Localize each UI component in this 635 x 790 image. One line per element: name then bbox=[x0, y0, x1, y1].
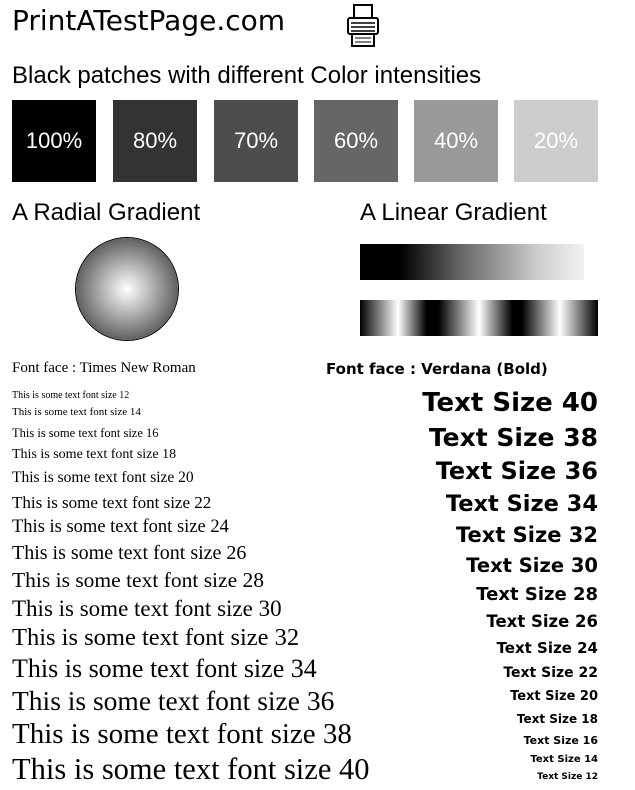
radial-gradient-heading: A Radial Gradient bbox=[12, 199, 201, 226]
linear-gradient-heading: A Linear Gradient bbox=[360, 199, 547, 226]
radial-gradient-sphere bbox=[76, 238, 178, 340]
times-sample-line: This is some text font size 24 bbox=[12, 517, 229, 537]
linear-gradient-stripes bbox=[360, 300, 598, 336]
verdana-sample-line: Text Size 40 bbox=[422, 388, 598, 418]
site-title: PrintATestPage.com bbox=[12, 4, 286, 37]
times-sample-line: This is some text font size 34 bbox=[12, 654, 317, 683]
times-sample-line: This is some text font size 38 bbox=[12, 718, 352, 750]
color-patch: 100% bbox=[12, 100, 96, 182]
verdana-sample-line: Text Size 36 bbox=[435, 457, 598, 485]
times-sample-line: This is some text font size 18 bbox=[12, 447, 177, 462]
verdana-sample-line: Text Size 26 bbox=[486, 612, 598, 631]
printer-icon bbox=[346, 4, 380, 48]
verdana-sample-line: Text Size 20 bbox=[510, 689, 598, 704]
color-patch: 80% bbox=[113, 100, 197, 182]
verdana-font-title: Font face : Verdana (Bold) bbox=[326, 360, 548, 378]
times-sample-line: This is some text font size 36 bbox=[12, 685, 335, 716]
times-sample-line: This is some text font size 28 bbox=[12, 568, 264, 592]
verdana-sample-line: Text Size 34 bbox=[445, 491, 598, 517]
times-sample-line: This is some text font size 14 bbox=[12, 406, 141, 418]
times-sample-line: This is some text font size 12 bbox=[12, 390, 130, 401]
times-sample-line: This is some text font size 16 bbox=[12, 426, 159, 440]
verdana-sample-line: Text Size 32 bbox=[456, 523, 598, 547]
times-sample-line: This is some text font size 30 bbox=[12, 596, 282, 621]
times-sample-line: This is some text font size 26 bbox=[12, 542, 247, 564]
color-patch: 70% bbox=[214, 100, 298, 182]
times-font-title: Font face : Times New Roman bbox=[12, 360, 196, 376]
times-sample-line: This is some text font size 40 bbox=[12, 752, 370, 786]
verdana-sample-line: Text Size 12 bbox=[537, 772, 598, 782]
patches-heading: Black patches with different Color intensities bbox=[12, 62, 482, 89]
verdana-sample-line: Text Size 30 bbox=[466, 554, 598, 577]
verdana-sample-line: Text Size 14 bbox=[530, 754, 598, 765]
verdana-sample-line: Text Size 22 bbox=[503, 665, 598, 681]
verdana-sample-line: Text Size 24 bbox=[496, 639, 598, 657]
color-patch: 20% bbox=[514, 100, 598, 182]
verdana-sample-line: Text Size 16 bbox=[523, 734, 598, 747]
verdana-sample-line: Text Size 18 bbox=[516, 712, 598, 726]
color-patch: 40% bbox=[414, 100, 498, 182]
times-sample-line: This is some text font size 20 bbox=[12, 469, 194, 486]
linear-gradient-bar bbox=[360, 244, 584, 280]
color-patch: 60% bbox=[314, 100, 398, 182]
verdana-sample-line: Text Size 28 bbox=[476, 584, 598, 605]
verdana-sample-line: Text Size 38 bbox=[428, 423, 598, 452]
times-sample-line: This is some text font size 32 bbox=[12, 624, 300, 651]
times-sample-line: This is some text font size 22 bbox=[12, 493, 212, 512]
